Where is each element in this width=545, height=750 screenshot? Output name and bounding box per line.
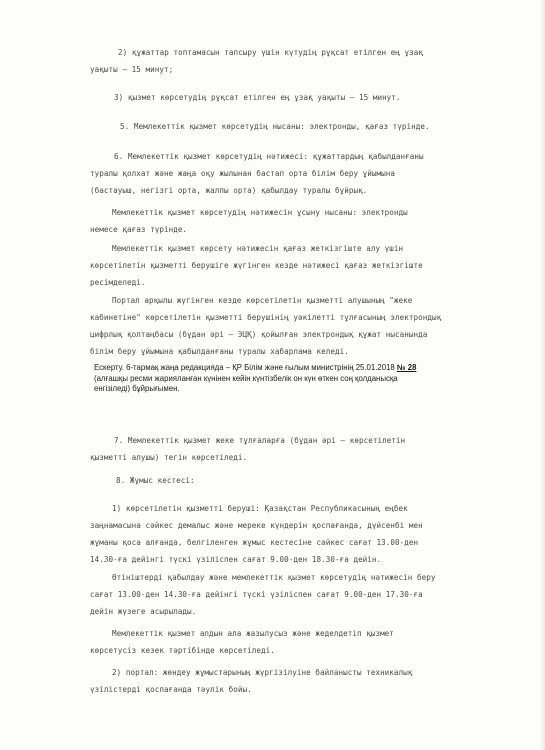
text-line: 5. Мемлекеттік қызмет көрсетудің нысаны: электронды, қағаз түрінде. xyxy=(120,122,430,131)
text-line: Мемлекеттік қызмет алдын ала жазылусыз және жеделдетіп қызмет xyxy=(112,629,394,638)
text-line: Мемлекеттік қызмет көрсету нәтижесін қағаз жеткізгіште алу үшін xyxy=(112,244,404,253)
text-line: білім беру ұйымына қабылданғаны туралы хабарлама келеді. xyxy=(90,347,349,356)
text-line: 14.30-ға дейінгі түскі үзіліспен сағат 9.00-ден 18.30-ға дейін. xyxy=(90,555,382,564)
text-line: ресімделеді. xyxy=(90,278,146,287)
text-line: дейін жүзеге асырылады. xyxy=(90,607,197,616)
text-line: 3) қызмет көрсетудің рұқсат етілген ең ұзақ уақыты – 15 минут. xyxy=(114,93,401,102)
paragraph-portal-hours xyxy=(90,664,508,698)
paragraph-service-result xyxy=(90,148,508,199)
amendment-note-text: Ескерту. 6-тармақ жаңа редакцияда – ҚР Білім және ғылым министрінің 25.01.2018 xyxy=(94,363,397,372)
amendment-note xyxy=(94,363,430,395)
text-line: цифрлық қолтаңбасы (бұдан әрі – ЭЦҚ) қойылған электрондық құжат нысанында xyxy=(90,330,428,339)
scan-edge-shadow xyxy=(539,0,545,750)
amendment-note-text-tail: (алғашқы ресми жарияланған күнінен кейін күнтізбелік он күн өткен соң қолданысқа енгізіледі) бұйрығымен. xyxy=(94,373,398,393)
order-link[interactable]: № 28 xyxy=(396,363,417,372)
text-line: Портал арқылы жүгінген кезде көрсетілетін қызметті алушының "жеке xyxy=(112,296,413,305)
text-line: 8. Жұмыс кестесі: xyxy=(116,476,195,485)
paragraph-free-service xyxy=(90,432,508,466)
text-line: уақыты – 15 минут; xyxy=(90,65,174,74)
text-line: сағат 13.00-ден 14.30-ға дейінгі түскі үзіліспен сағат 9.00-ден 17.30-ға xyxy=(90,590,423,599)
text-line: үзілістерді қоспағанда тәулік бойы. xyxy=(90,685,252,694)
text-line: 7. Мемлекеттік қызмет жеке тұлғаларға (бұдан әрі – көрсетілетін xyxy=(114,436,406,445)
paragraph-wait-time xyxy=(90,44,508,78)
text-line: туралы қолхат және жаңа оқу жылынан бастап орта білім беру ұйымына xyxy=(90,169,396,178)
text-line: 1) көрсетілетін қызметті беруші: Қазақстан Республикасының еңбек xyxy=(112,504,408,513)
text-line: 2) құжаттар топтамасын тапсыру үшін күтудің рұқсат етілген ең ұзақ xyxy=(118,48,424,57)
paragraph-service-form xyxy=(90,118,508,135)
text-line: 6. Мемлекеттік қызмет көрсетудің нәтижесі: құжаттардың қабылданғаны xyxy=(114,152,424,161)
paragraph-paper-result xyxy=(90,240,508,291)
text-line: (бастауыш, негізгі орта, жалпы орта) қабылдау туралы бұйрық. xyxy=(90,186,368,195)
paragraph-queue-order xyxy=(90,625,508,659)
text-line: немесе қағаз түрінде. xyxy=(90,225,188,234)
text-line: 2) портал: жөндеу жұмыстарының жүргізілуіне байланысты техникалық xyxy=(112,668,413,677)
paragraph-service-time xyxy=(90,89,508,106)
text-line: қызметті алушы) тегін көрсетіледі. xyxy=(90,453,248,462)
paragraph-application-hours xyxy=(90,569,508,620)
paragraph-provider-schedule xyxy=(90,500,508,568)
text-line: заңнамасына сәйкес демалыс және мереке күндерін қоспағанда, дүйсенбі мен xyxy=(90,521,423,530)
paragraph-portal-result xyxy=(90,292,508,360)
text-line: Өтініштерді қабылдау және мемлекеттік қызмет көрсетудің нәтижесін беру xyxy=(112,573,436,582)
text-line: көрсетілетін қызметті берушіге жүгінген кезде нәтижесі қағаз жеткізгіште xyxy=(90,261,423,270)
text-line: кабинетіне" көрсетілетін қызметті берушінің уәкілетті тұлғасының электрондық xyxy=(90,313,442,322)
paragraph-result-form xyxy=(90,204,508,238)
text-line: жұманы қоса алғанда, белгіленген жұмыс кестесіне сәйкес сағат 13.00-ден xyxy=(90,538,419,547)
text-line: көрсетусіз кезек тәртібінде көрсетіледі. xyxy=(90,646,275,655)
paragraph-schedule-heading xyxy=(90,472,508,489)
text-line: Мемлекеттік қызмет көрсетудің нәтижесін ұсыну нысаны: электронды xyxy=(112,208,408,217)
